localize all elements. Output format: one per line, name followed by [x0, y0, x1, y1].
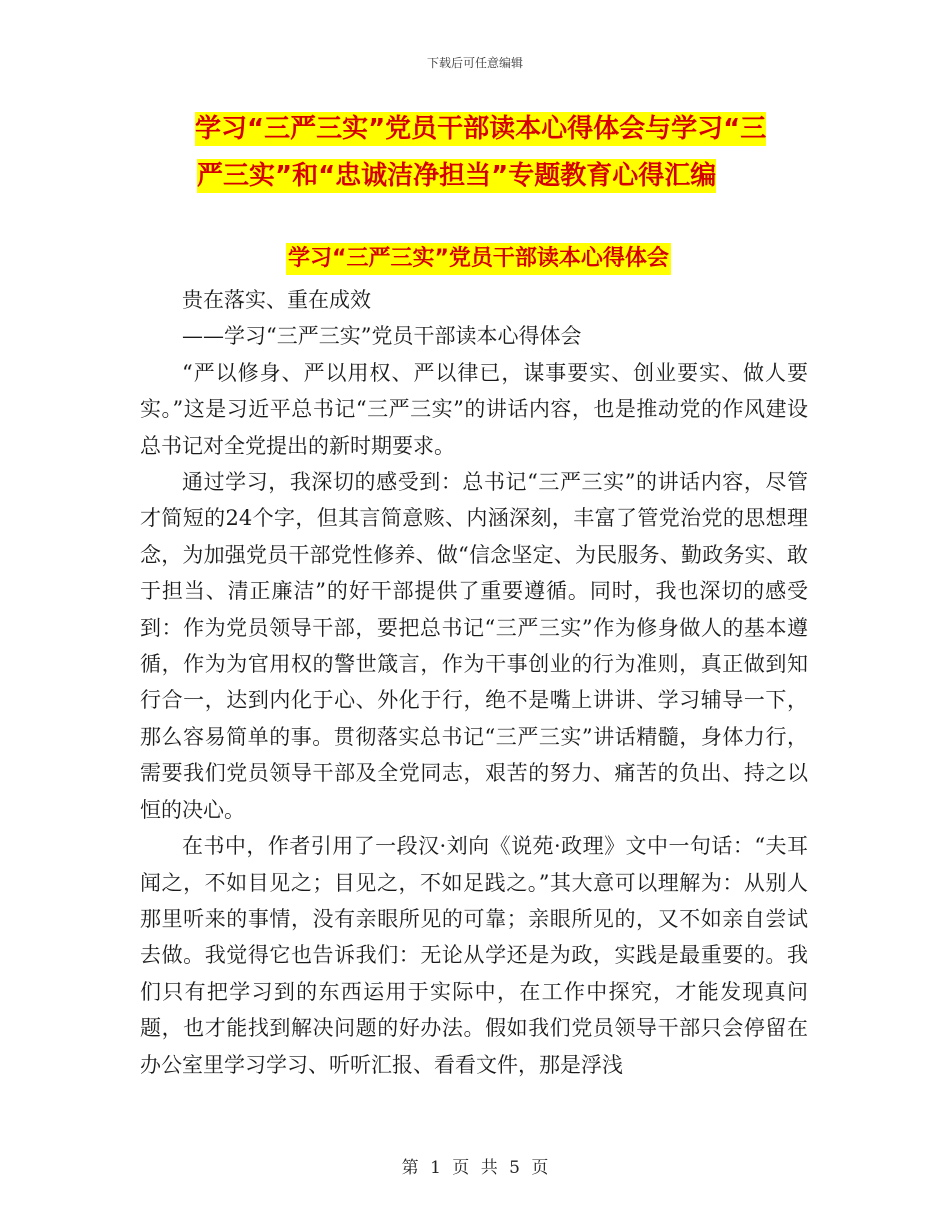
paragraph-byline: ——学习“三严三实”党员干部读本心得体会	[182, 324, 582, 349]
page-number: 第 1 页 共 5 页	[401, 1158, 549, 1178]
document-title-line-1: 学习“三严三实”党员干部读本心得体会与学习“三	[195, 114, 767, 144]
document-body	[140, 282, 808, 1083]
page-header: 下载后可任意编辑	[426, 56, 523, 70]
paragraph: 在书中，作者引用了一段汉·刘向《说苑·政理》文中一句话：“夫耳闻之，不如目见之；目见之，不如足践之。”其大意可以理解为：从别人那里听来的事情，没有亲眼所见的可靠；亲眼所见的，又不如亲自尝试去做。我觉得它也告诉我们：无论从学还是为政，实践是最重要的。我们只有把学习到的东西运用于实际中，在工作中探究，才能发现真问题，也才能找到解决问题的好办法。假如我们党员领导干部只会停留在办公室里学习学习、听听汇报、看看文件，那是浮浅	[140, 834, 808, 1077]
paragraph: “严以修身、严以用权、严以律已，谋事要实、创业要实、做人要实。”这是习近平总书记“三严三实”的讲话内容，也是推动党的作风建设总书记对全党提出的新时期要求。	[140, 360, 808, 458]
paragraph-subtitle: 贵在落实、重在成效	[182, 288, 371, 312]
document-title	[195, 106, 815, 200]
paragraph: 通过学习，我深切的感受到：总书记“三严三实”的讲话内容，尽管才简短的24个字，但其言简意赅、内涵深刻，丰富了管党治党的思想理念，为加强党员干部党性修养、做“信念坚定、为民服务、勤政务实、敢于担当、清正廉洁”的好干部提供了重要遵循。同时，我也深切的感受到：作为党员领导干部，要把总书记“三严三实”作为修身做人的基本遵循，作为为官用权的警世箴言，作为干事创业的行为准则，真正做到知行合一，达到内化于心、外化于行，绝不是嘴上讲讲、学习辅导一下，那么容易简单的事。贯彻落实总书记“三严三实”讲话精髓，身体力行，需要我们党员领导干部及全党同志，艰苦的努力、痛苦的负出、持之以恒的决心。	[140, 470, 808, 822]
section-title: 学习“三严三实”党员干部读本心得体会	[286, 243, 671, 275]
document-title-line-2: 严三实”和“忠诚洁净担当”专题教育心得汇编	[197, 161, 717, 191]
